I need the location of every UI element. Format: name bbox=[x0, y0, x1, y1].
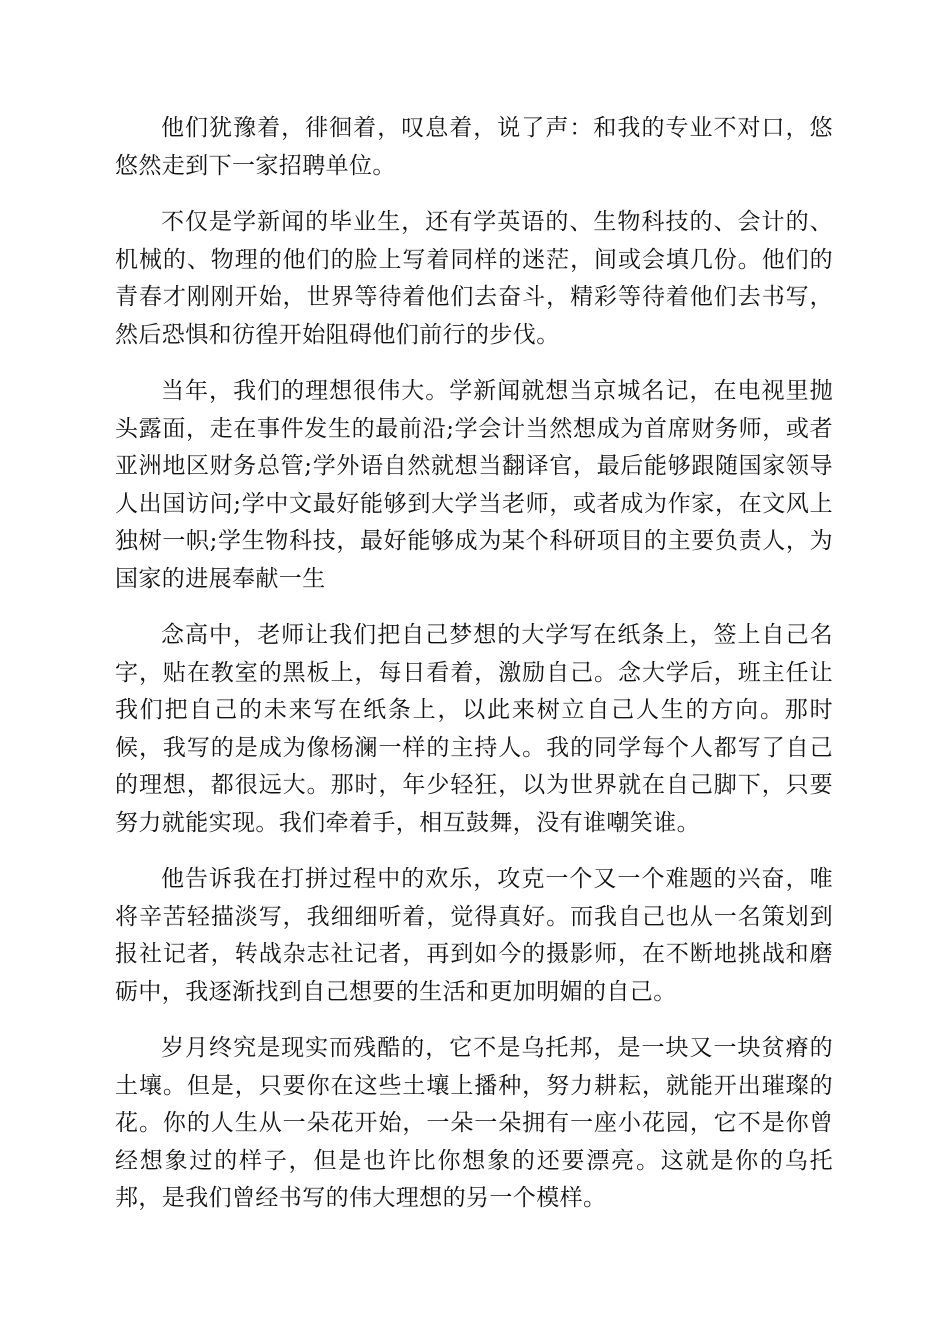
paragraph: 不仅是学新闻的毕业生，还有学英语的、生物科技的、会计的、机械的、物理的他们的脸上写着同样的迷茫，间或会填几份。他们的青春才刚刚开始，世界等待着他们去奋斗，精彩等待着他们去书写，然后恐惧和彷徨开始阻碍他们前行的步伐。 bbox=[115, 209, 833, 348]
paragraph: 岁月终究是现实而残酷的，它不是乌托邦，是一块又一块贫瘠的土壤。但是，只要你在这些土壤上播种，努力耕耘，就能开出璀璨的花。你的人生从一朵花开始，一朵一朵拥有一座小花园，它不是你曾经想象过的样子，但是也许比你想象的还要漂亮。这就是你的乌托邦，是我们曾经书写的伟大理想的另一个模样。 bbox=[115, 1035, 833, 1211]
paragraph: 他们犹豫着，徘徊着，叹息着，说了声：和我的专业不对口，悠悠然走到下一家招聘单位。 bbox=[115, 115, 833, 179]
paragraph: 他告诉我在打拼过程中的欢乐，攻克一个又一个难题的兴奋，唯将辛苦轻描淡写，我细细听着，觉得真好。而我自己也从一名策划到报社记者，转战杂志社记者，再到如今的摄影师，在不断地挑战和磨砺中，我逐渐找到自己想要的生活和更加明媚的自己。 bbox=[115, 866, 833, 1005]
document-body bbox=[115, 110, 833, 1237]
paragraph: 当年，我们的理想很伟大。学新闻就想当京城名记，在电视里抛头露面，走在事件发生的最前沿;学会计当然想成为首席财务师，或者亚洲地区财务总管;学外语自然就想当翻译官，最后能够跟随国家领导人出国访问;学中文最好能够到大学当老师，或者成为作家，在文风上独树一帜;学生物科技，最好能够成为某个科研项目的主要负责人，为国家的进展奉献一生 bbox=[115, 378, 833, 592]
paragraph: 念高中，老师让我们把自己梦想的大学写在纸条上，签上自己名字，贴在教室的黑板上，每日看着，激励自己。念大学后，班主任让我们把自己的未来写在纸条上，以此来树立自己人生的方向。那时候，我写的是成为像杨澜一样的主持人。我的同学每个人都写了自己的理想，都很远大。那时，年少轻狂，以为世界就在自己脚下，只要努力就能实现。我们牵着手，相互鼓舞，没有谁嘲笑谁。 bbox=[115, 622, 833, 836]
